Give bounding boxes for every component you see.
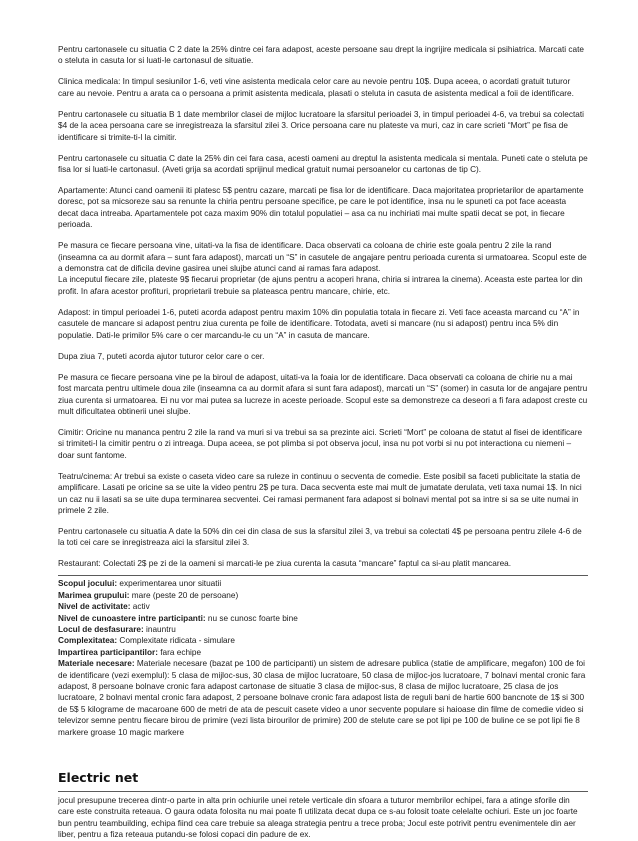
meta-value: Materiale necesare (bazat pe 100 de participanti) un sistem de adresare publica (statie de amplificare, megafon) 100 de foi de identificare (vezi exemplul): 5 clasa de mijloc-sus, 30 clasa de mijloc lucratoare, 50 clasa de mijloc-jos lucratoare, 7 bolnavi mental cronic fara adapost, 8 persoane bolnave cronic fara adapost cartonase de situatie 3 clasa de mijloc-sus, 8 clasa de mijloc lucratoare, 25 clasa de jos lucratoare, 2 bolnavi mental cronic fara adapost, 2 persoane bolnave cronic fara adapost lista de reguli bani de hartie 600 bancnote de 1$ si 300 de 5$ 5 kilograme de macaroane 600 de metri de ata de pescuit casete video a unor secvente populare si haioase din filme de comedie video si televizor semne pentru fiecare birou de primire (vezi lista birourilor de primire) 200 de stelute care se pot lipi pe 100 de buline ce se pot lipi fie 8 markere groase 10 magic markere: [58, 659, 586, 737]
game-details: [58, 578, 588, 738]
divider-top: [58, 575, 588, 576]
section-body: jocul presupune trecerea dintr-o parte in alta prin ochiurile unei retele verticale din sfoara a tuturor membrilor echipei, fara a atinge sforile din care este construita reteaua. O gaura odata folosita nu mai poate fi utilizata decat dupa ce s-au folosit toate celelalte ochiuri. Este un joc foarte bun pentru teambuilding, echipa fiind cea care trebuie sa aleaga strategia pentru a trece proba; Jocul este potrivit pentru evenimentele din aer liber, pentru a fiza reteaua putandu-se folosi copaci din padure de ex.: [58, 796, 578, 840]
paragraph-cimitir: Cimitir: Oricine nu mananca pentru 2 zile la rand va muri si va trebui sa sa prezinte aici. Scrieti “Mort” pe coloana de statut al fisei de identificare si trimiteti-l la cimitir pentru o zi intreaga. Dupa aceea, se pot plimba si pot observa jocul, insa nu pot vorbi si nu pot interactiona cu niemeni – doar sunt fantome.: [58, 427, 583, 460]
paragraph-birou-adapost: Pe masura ce fiecare persoana vine pe la biroul de adapost, uitati-va la foaia lor de identificare. Daca observati ca coloana de chirie nu a mai fost marcata pentru ultimele doua zile (inseamna ca au dormit afara si sunt fara adapost), marcati un “S” (somer) in casuta lor de angajare pentru ziua curenta si urmatoarea. Ei nu vor mai putea sa lucreze in aceste perioade. Scopul este sa demonstreze ca deseori a fi fara adapost creste cu mult dificultatea obtinerii unei slujbe.: [58, 372, 588, 416]
paragraph-situatia-c2: Pentru cartonasele cu situatia C 2 date la 25% dintre cei fara adapost, aceste persoane sau drept la ingrijire medicala si psihiatrica. Marcati cate o steluta in casuta lor si luati-le cartonasul de situatie.: [58, 45, 584, 66]
meta-value: activ: [130, 602, 150, 612]
meta-complexitatea: [58, 635, 588, 646]
meta-nivel-activitate: [58, 601, 588, 612]
paragraph-situatia-c: Pentru cartonasele cu situatia C date la 25% din cei fara casa, acesti oameni au dreptul la asistenta medicala si mentala. Puneti cate o steluta pe fisa lor si luati-le cartonasul. (Aveti grija sa acordati sprijinul medical gratuit numai persoanelor cu cartonas de tip C).: [58, 153, 588, 175]
meta-label: Impartirea participantilor:: [58, 647, 158, 657]
meta-locul-desfasurare: [58, 624, 588, 635]
meta-label: Marimea grupului:: [58, 590, 130, 600]
paragraph-apartamente: Apartamente: Atunci cand oamenii iti platesc 5$ pentru cazare, marcati pe fisa lor de identificare. Daca majoritatea proprietarilor de apartamente doresc, pot sa micsoreze sau sa renunte la chiria pentru persoane specifice, pe care le pot identifice, insa nu le spuneti ca pot face aceasta decat daca intreaba. Apartamentele pot caza maxim 90% din totalul populatiei – asa ca nu inchiriati mai multe spatii decat se pot, in fiecare perioada.: [58, 186, 584, 230]
section-title: Electric net: [58, 770, 139, 786]
paragraph-fisa-identificare: Pe masura ce fiecare persoana vine, uitati-va la fisa de identificare. Daca observati ca coloana de chirie este goala pentru 2 zile la rand (inseamna ca au dormit afara – sunt fara adapost), marcati un “S” in casutele de angajare pentru perioada curenta si urmatoarea. Scopul este de a demonstra cat de dificila devine gasirea unei slujbe atunci cand ai ramas fara adapost. La inceputul fiecare zile, plateste 9$ fiecarui proprietar (de ajuns pentru a acoperi hrana, chiria si intrarea la cinema). Aceasta este partea lor din profit. In afara acestor profituri, proprietarii trebuie sa plateasca pentru mancare, chirie, etc.: [58, 241, 587, 296]
meta-value: fara echipe: [157, 647, 202, 657]
paragraph-dupa-ziua-7: Dupa ziua 7, puteti acorda ajutor tuturor celor care o cer.: [58, 351, 265, 361]
divider-section: [58, 791, 588, 792]
paragraph-clinica-medicala: Clinica medicala: In timpul sesiunilor 1-6, veti vine asistenta medicala celor care au nevoie pentru 10$. Dupa aceea, o acordati gratuit tuturor care au nevoie. Pentru a arata ca o persoana a primit asistenta medicala, plasati o steluta in casuta de asistenta medical a foii de identificare.: [58, 77, 574, 98]
paragraph-situatia-b1: Pentru cartonasele cu situatia B 1 date membrilor clasei de mijloc lucratoare la sfarsitul perioadei 3, in timpul perioadei 4-6, va trebui sa colectati $4 de la acea persoana care se inregistreaza la sfarsitul zilei 3. Orice persoana care nu plateste va muri, caz in care scrieti “Mort” pe fisa de identificare si trimite-ti-l la cimitir.: [58, 109, 584, 142]
meta-impartirea-participantilor: [58, 647, 588, 658]
meta-label: Complexitatea:: [58, 636, 118, 646]
meta-label: Nivel de activitate:: [58, 602, 131, 612]
meta-nivel-cunoastere: [58, 613, 588, 624]
paragraph-restaurant: Restaurant: Colectati 2$ pe zi de la oameni si marcati-le pe ziua curenta la casuta “mancare” faptul ca si-au platit mancarea.: [58, 559, 512, 569]
meta-materiale-necesare: [58, 658, 588, 738]
meta-label: Locul de desfasurare:: [58, 624, 144, 634]
paragraph-teatru-cinema: Teatru/cinema: Ar trebui sa existe o caseta video care sa ruleze in continuu o secventa de comedie. Este posibil sa faceti publicitate la statia de amplificare. Lasati pe oricine sa se uite la video pentru 2$ pe tura. Daca secventa este mai mult de jumatate derulata, veti taxa numai 1$. In nici un caz nu ii lasati sa se uite dupa terminarea secventei. Cei ramasi permanent fara adapost si bolnavi mental pot sa intre si sa se uite numai in primele 2 zile.: [58, 471, 582, 515]
meta-value: experimentarea unor situatii: [117, 579, 222, 589]
meta-label: Materiale necesare:: [58, 659, 135, 669]
meta-label: Nivel de cunoastere intre participanti:: [58, 613, 206, 623]
paragraph-adapost: Adapost: in timpul perioadei 1-6, puteti acorda adapost pentru maxim 10% din populatia totala in fiecare zi. Veti face aceasta marcand cu “A” in casutele de mancare si adapost pentru ziua curenta pe foile de identificare. Totodata, aveti si mancare (nu si adapost) pentru inca 5% din populatie. Dati-le primilor 5% care o cer marcandu-le cu un “A” in casuta de mancare.: [58, 307, 580, 340]
meta-marimea-grupului: [58, 590, 588, 601]
section-spacer: [58, 738, 588, 770]
meta-scopul-jocului: [58, 578, 588, 589]
meta-value: mare (peste 20 de persoane): [129, 590, 239, 600]
meta-value: inauntru: [143, 624, 176, 634]
meta-label: Scopul jocului:: [58, 579, 118, 589]
paragraph-situatia-a: Pentru cartonasele cu situatia A date la 50% din cei din clasa de sus la sfarsitul zilei 3, va trebui sa colectati 4$ pe persoana pentru zilele 4-6 de la toti cei care se inregistreaza aici la sfarsitul zilei 3.: [58, 526, 582, 548]
meta-value: Complexitate ridicata - simulare: [117, 636, 235, 646]
meta-value: nu se cunosc foarte bine: [205, 613, 298, 623]
